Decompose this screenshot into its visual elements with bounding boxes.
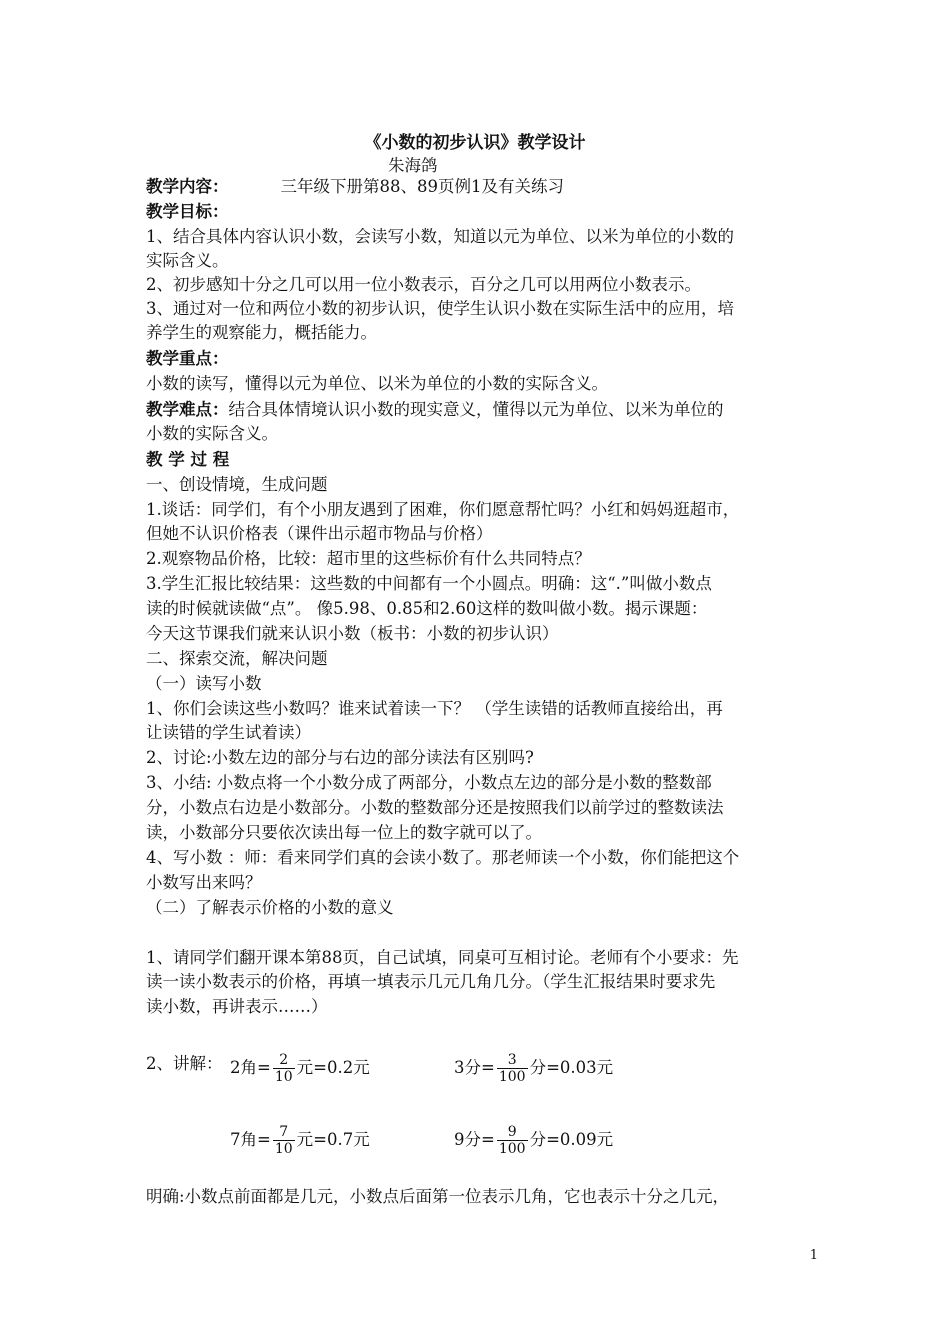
difficulties-text: 结合具体情境认识小数的现实意义，懂得以元为单位、以米为单位的 xyxy=(228,400,724,419)
page-number: 1 xyxy=(809,1248,818,1263)
fraction: $\frac{7}{10}$ xyxy=(274,1124,293,1157)
content-label: 教学内容： xyxy=(146,177,229,196)
process-line: 3.学生汇报比较结果：这些数的中间都有一个小圆点。明确：这“.”叫做小数点 xyxy=(146,574,712,593)
content-row xyxy=(146,175,826,199)
fraction: $\frac{3}{100}$ xyxy=(498,1052,526,1085)
process-line: 读的时候就读做“点”。 像5.98、0.85和2.60这样的数叫做小数。揭示课题： xyxy=(146,599,708,618)
process-line: 二、探索交流，解决问题 xyxy=(146,649,328,668)
goals-label: 教学目标： xyxy=(146,202,229,221)
process-line: 2、讨论:小数左边的部分与右边的部分读法有区别吗? xyxy=(146,748,534,767)
content-text: 三年级下册第88、89页例1及有关练习 xyxy=(280,177,564,196)
goal-line: 2、初步感知十分之几可以用一位小数表示，百分之几可以用两位小数表示。 xyxy=(146,275,701,294)
process-line: 让读错的学生试着读） xyxy=(146,723,311,742)
process-line: 3、小结: 小数点将一个小数分成了两部分，小数点左边的部分是小数的整数部 xyxy=(146,773,712,792)
process-line: 今天这节课我们就来认识小数（板书：小数的初步认识） xyxy=(146,624,559,643)
difficulties-row xyxy=(146,398,826,422)
process-line: 分，小数点右边是小数部分。小数的整数部分还是按照我们以前学过的整数读法 xyxy=(146,798,724,817)
goal-line: 养学生的观察能力，概括能力。 xyxy=(146,323,377,342)
difficulties-label: 教学难点： xyxy=(146,400,229,419)
process-line: 读一读小数表示的价格，再填一填表示几元几角几分。（学生汇报结果时要求先 xyxy=(146,972,716,991)
process-line: 1.谈话：同学们，有个小朋友遇到了困难，你们愿意帮忙吗？小红和妈妈逛超市， xyxy=(146,500,740,519)
explain-item: 7角= $\frac{7}{10}$ 元=0.7元 xyxy=(230,1124,370,1157)
goal-line: 3、通过对一位和两位小数的初步认识，使学生认识小数在实际生活中的应用，培 xyxy=(146,299,734,318)
process-label: 教 学 过 程 xyxy=(146,450,230,469)
process-line: （一）读写小数 xyxy=(146,674,262,693)
explain-item: 2角= $\frac{2}{10}$ 元=0.2元 xyxy=(230,1052,370,1085)
fraction: $\frac{9}{100}$ xyxy=(498,1124,526,1157)
fraction: $\frac{2}{10}$ xyxy=(274,1052,293,1085)
goal-line: 1、结合具体内容认识小数，会读写小数，知道以元为单位、以米为单位的小数的 xyxy=(146,227,734,246)
process-line: 2.观察物品价格，比较：超市里的这些标价有什么共同特点？ xyxy=(146,549,591,568)
process-line: 1、你们会读这些小数吗？谁来试着读一下？ （学生读错的话教师直接给出，再 xyxy=(146,699,723,718)
key-points-text: 小数的读写，懂得以元为单位、以米为单位的小数的实际含义。 xyxy=(146,374,608,393)
explain-item: 3分= $\frac{3}{100}$ 分=0.03元 xyxy=(454,1052,614,1085)
goal-line: 实际含义。 xyxy=(146,251,229,270)
author-name: 朱海鸽 xyxy=(388,156,438,175)
conclusion-line: 明确:小数点前面都是几元，小数点后面第一位表示几角，它也表示十分之几元， xyxy=(146,1187,730,1206)
process-line: 4、写小数 ：师：看来同学们真的会读小数了。那老师读一个小数，你们能把这个 xyxy=(146,848,740,867)
process-line: 一、创设情境，生成问题 xyxy=(146,475,328,494)
explain-item: 9分= $\frac{9}{100}$ 分=0.09元 xyxy=(454,1124,614,1157)
process-line: 读小数，再讲表示……） xyxy=(146,997,328,1016)
process-line: 读，小数部分只要依次读出每一位上的数字就可以了。 xyxy=(146,823,542,842)
key-points-label: 教学重点： xyxy=(146,349,229,368)
process-line: （二）了解表示价格的小数的意义 xyxy=(146,898,394,917)
process-line: 但她不认识价格表（课件出示超市物品与价格） xyxy=(146,524,493,543)
difficulties-text-2: 小数的实际含义。 xyxy=(146,424,278,443)
document-title: 《小数的初步认识》教学设计 xyxy=(364,133,586,153)
explain-prefix: 2、讲解： xyxy=(146,1054,223,1073)
process-line: 小数写出来吗？ xyxy=(146,873,262,892)
process-line: 1、请同学们翻开课本第88页，自己试填，同桌可互相讨论。老师有个小要求：先 xyxy=(146,948,739,967)
